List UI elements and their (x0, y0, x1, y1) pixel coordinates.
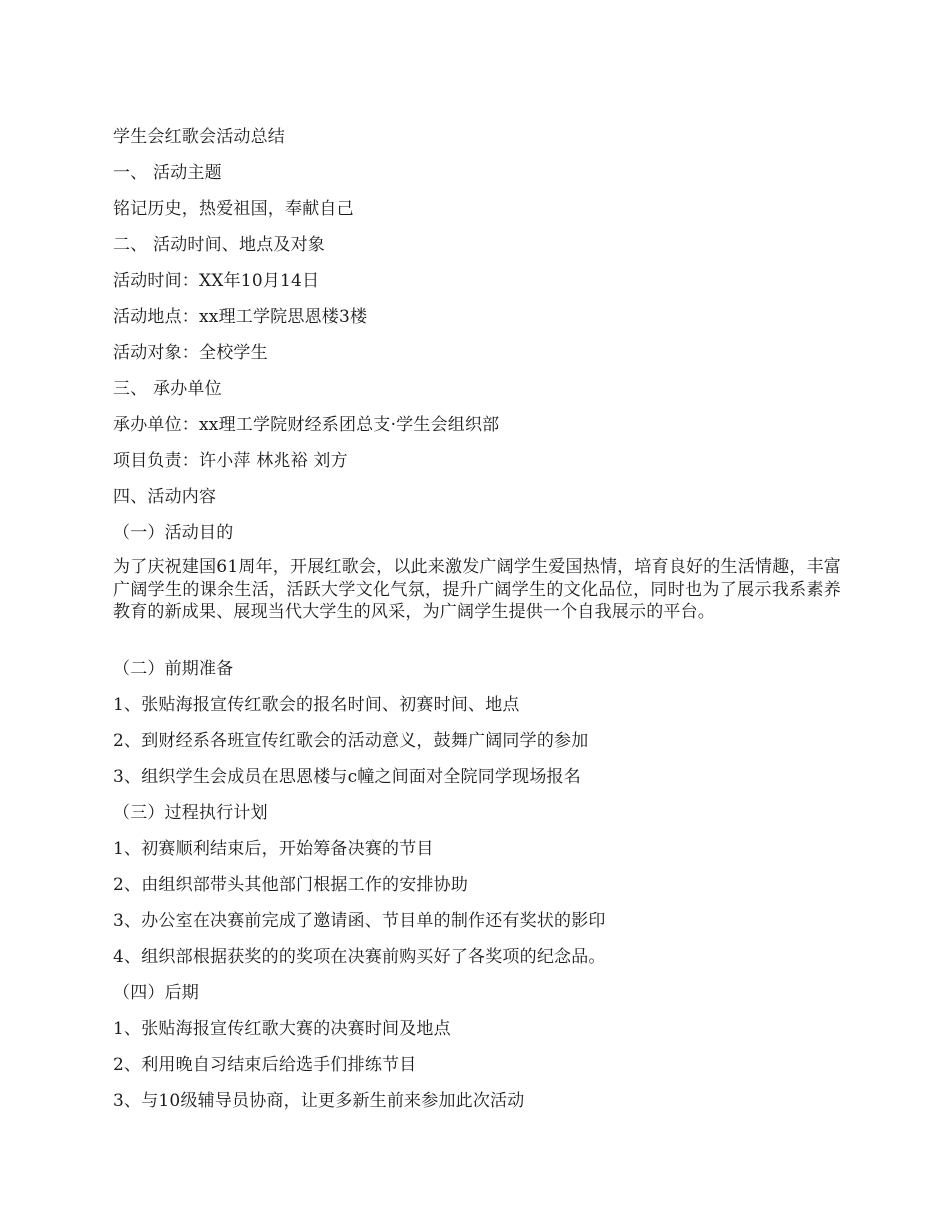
list-item: 3、组织学生会成员在思恩楼与c幢之间面对全院同学现场报名 (113, 767, 581, 787)
section-heading-time-place: 二、 活动时间、地点及对象 (113, 235, 326, 255)
purpose-paragraph: 为了庆祝建国61周年，开展红歌会，以此来激发广阔学生爱国热情，培育良好的生活情趣，丰富广阔学生的课余生活，活跃大学文化气氛，提升广阔学生的文化品位，同时也为了展示我系素养教育的新成果、展现当代大学生的风采，为广阔学生提供一个自我展示的平台。 (113, 557, 841, 622)
activity-time: 活动时间：XX年10月14日 (113, 271, 320, 291)
activity-audience: 活动对象：全校学生 (113, 343, 268, 363)
subheading-preparation: （二）前期准备 (113, 659, 234, 679)
section-heading-content: 四、活动内容 (113, 487, 217, 507)
list-item: 1、初赛顺利结束后，开始筹备决赛的节目 (113, 839, 434, 859)
subheading-post: （四）后期 (113, 983, 199, 1003)
subheading-purpose: （一）活动目的 (113, 523, 234, 543)
list-item: 1、张贴海报宣传红歌大赛的决赛时间及地点 (113, 1019, 451, 1039)
list-item: 2、由组织部带头其他部门根据工作的安排协助 (113, 875, 469, 895)
theme-text: 铭记历史，热爱祖国，奉献自己 (113, 199, 354, 219)
subheading-execution: （三）过程执行计划 (113, 803, 268, 823)
list-item: 1、张贴海报宣传红歌会的报名时间、初赛时间、地点 (113, 695, 520, 715)
document-title: 学生会红歌会活动总结 (113, 127, 285, 147)
list-item: 4、组织部根据获奖的的奖项在决赛前购买好了各奖项的纪念品。 (113, 947, 606, 967)
activity-place: 活动地点：xx理工学院思恩楼3楼 (113, 307, 368, 327)
section-heading-theme: 一、 活动主题 (113, 163, 222, 183)
list-item: 2、利用晚自习结束后给选手们排练节目 (113, 1055, 417, 1075)
project-leaders: 项目负责：许小萍 林兆裕 刘方 (113, 451, 348, 471)
section-heading-organizer: 三、 承办单位 (113, 379, 222, 399)
organizer-text: 承办单位：xx理工学院财经系团总支·学生会组织部 (113, 415, 500, 435)
list-item: 3、办公室在决赛前完成了邀请函、节目单的制作还有奖状的影印 (113, 911, 606, 931)
list-item: 3、与10级辅导员协商，让更多新生前来参加此次活动 (113, 1091, 525, 1111)
list-item: 2、到财经系各班宣传红歌会的活动意义，鼓舞广阔同学的参加 (113, 731, 589, 751)
